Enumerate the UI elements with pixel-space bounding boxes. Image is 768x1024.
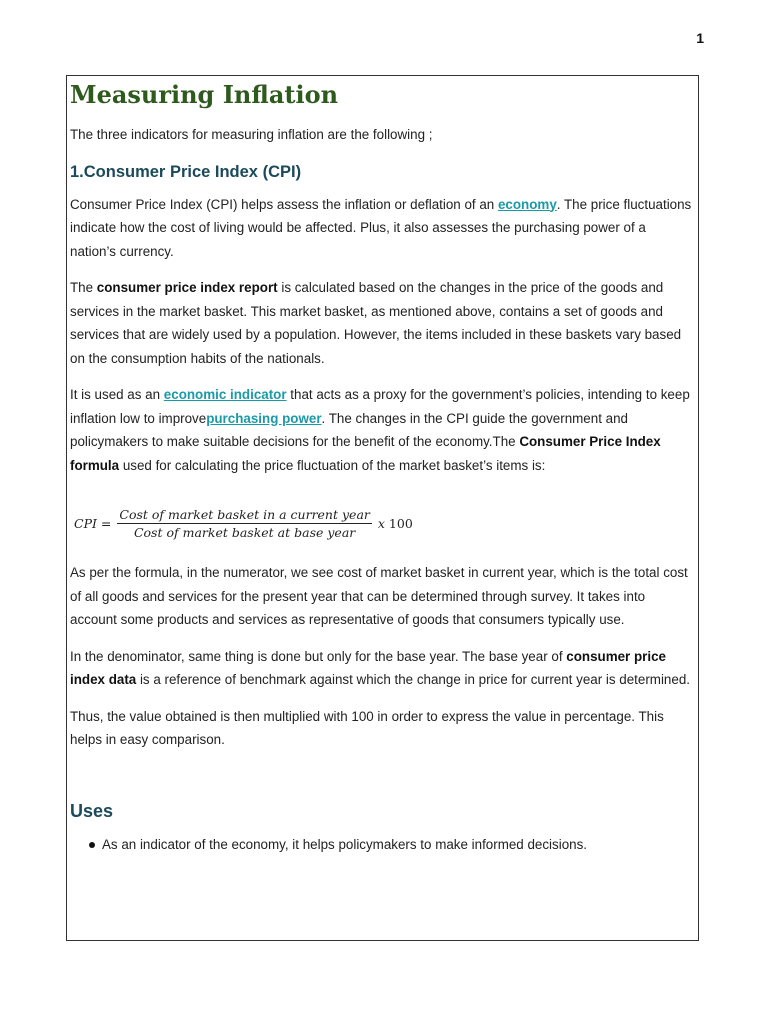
text-run: The xyxy=(70,280,97,295)
text-run: is a reference of benchmark against which the change in price for current year is determined. xyxy=(136,672,690,687)
text-run: In the denominator, same thing is done but only for the base year. The base year of xyxy=(70,648,567,664)
bold-term: Consumer Price Index formula xyxy=(70,434,661,473)
bold-term: consumer price index data xyxy=(70,648,666,687)
formula-lhs: CPI = xyxy=(74,515,112,531)
list-item xyxy=(70,833,695,857)
formula-fraction xyxy=(117,507,372,540)
intro-paragraph: The three indicators for measuring inflation are the following ; xyxy=(70,127,433,142)
section-heading-cpi: 1.Consumer Price Index (CPI) xyxy=(70,162,302,181)
cpi-paragraph-4: As per the formula, in the numerator, we see cost of market basket in current year, which is the total cost of all goods and services for the present year that can be determined through survey. It takes into account some products and services as representative of goods that consumers typically use. xyxy=(70,565,688,627)
text-run: used for calculating the price fluctuation of the market basket’s items is: xyxy=(119,457,546,473)
cpi-formula xyxy=(74,503,695,543)
text-run: Consumer Price Index (CPI) helps assess the inflation or deflation of an xyxy=(70,196,498,212)
cpi-paragraph-1 xyxy=(70,193,695,264)
formula-times: x xyxy=(377,515,385,531)
text-run: . The changes in the CPI guide the government and policymakers to make suitable decisions for the benefit of the economy.The xyxy=(70,410,628,449)
section-heading-uses: Uses xyxy=(70,800,114,821)
cpi-paragraph-6: Thus, the value obtained is then multiplied with 100 in order to express the value in percentage. This helps in easy comparison. xyxy=(70,708,664,747)
cpi-paragraph-3 xyxy=(70,383,695,477)
formula-factor: 100 xyxy=(388,515,413,531)
economic-indicator-link[interactable]: economic indicator xyxy=(163,387,287,402)
cpi-paragraph-5 xyxy=(70,645,695,692)
bold-term: consumer price index report xyxy=(96,280,278,295)
formula-denominator: Cost of market basket at base year xyxy=(133,524,356,540)
text-run: that acts as a proxy for the government’s policies, intending to keep inflation low to improve xyxy=(70,387,690,426)
text-run: is calculated based on the changes in the price of the goods and services in the market basket. This market basket, as mentioned above, contains a set of goods and services that are widely used by a population. However, the items included in these baskets vary based on the consumption habits of the nationals. xyxy=(70,280,682,366)
economy-link[interactable]: economy xyxy=(497,196,557,212)
page-title: Measuring Inflation xyxy=(70,80,339,109)
content-frame xyxy=(66,75,699,941)
page-number: 1 xyxy=(696,30,704,46)
cpi-paragraph-2 xyxy=(70,276,695,370)
list-item-text: As an indicator of the economy, it helps policymakers to make informed decisions. xyxy=(102,836,588,852)
article-body xyxy=(67,78,698,856)
bullet-icon xyxy=(89,842,95,848)
text-run: It is used as an xyxy=(70,387,164,402)
formula-multiplier xyxy=(378,516,413,531)
formula-numerator: Cost of market basket in a current year xyxy=(119,506,370,522)
text-run: . The price fluctuations indicate how the cost of living would be affected. Plus, it also assesses the purchasing power of a nation’s currency. xyxy=(70,196,692,259)
uses-list xyxy=(70,833,695,857)
purchasing-power-link[interactable]: purchasing power xyxy=(206,410,322,426)
